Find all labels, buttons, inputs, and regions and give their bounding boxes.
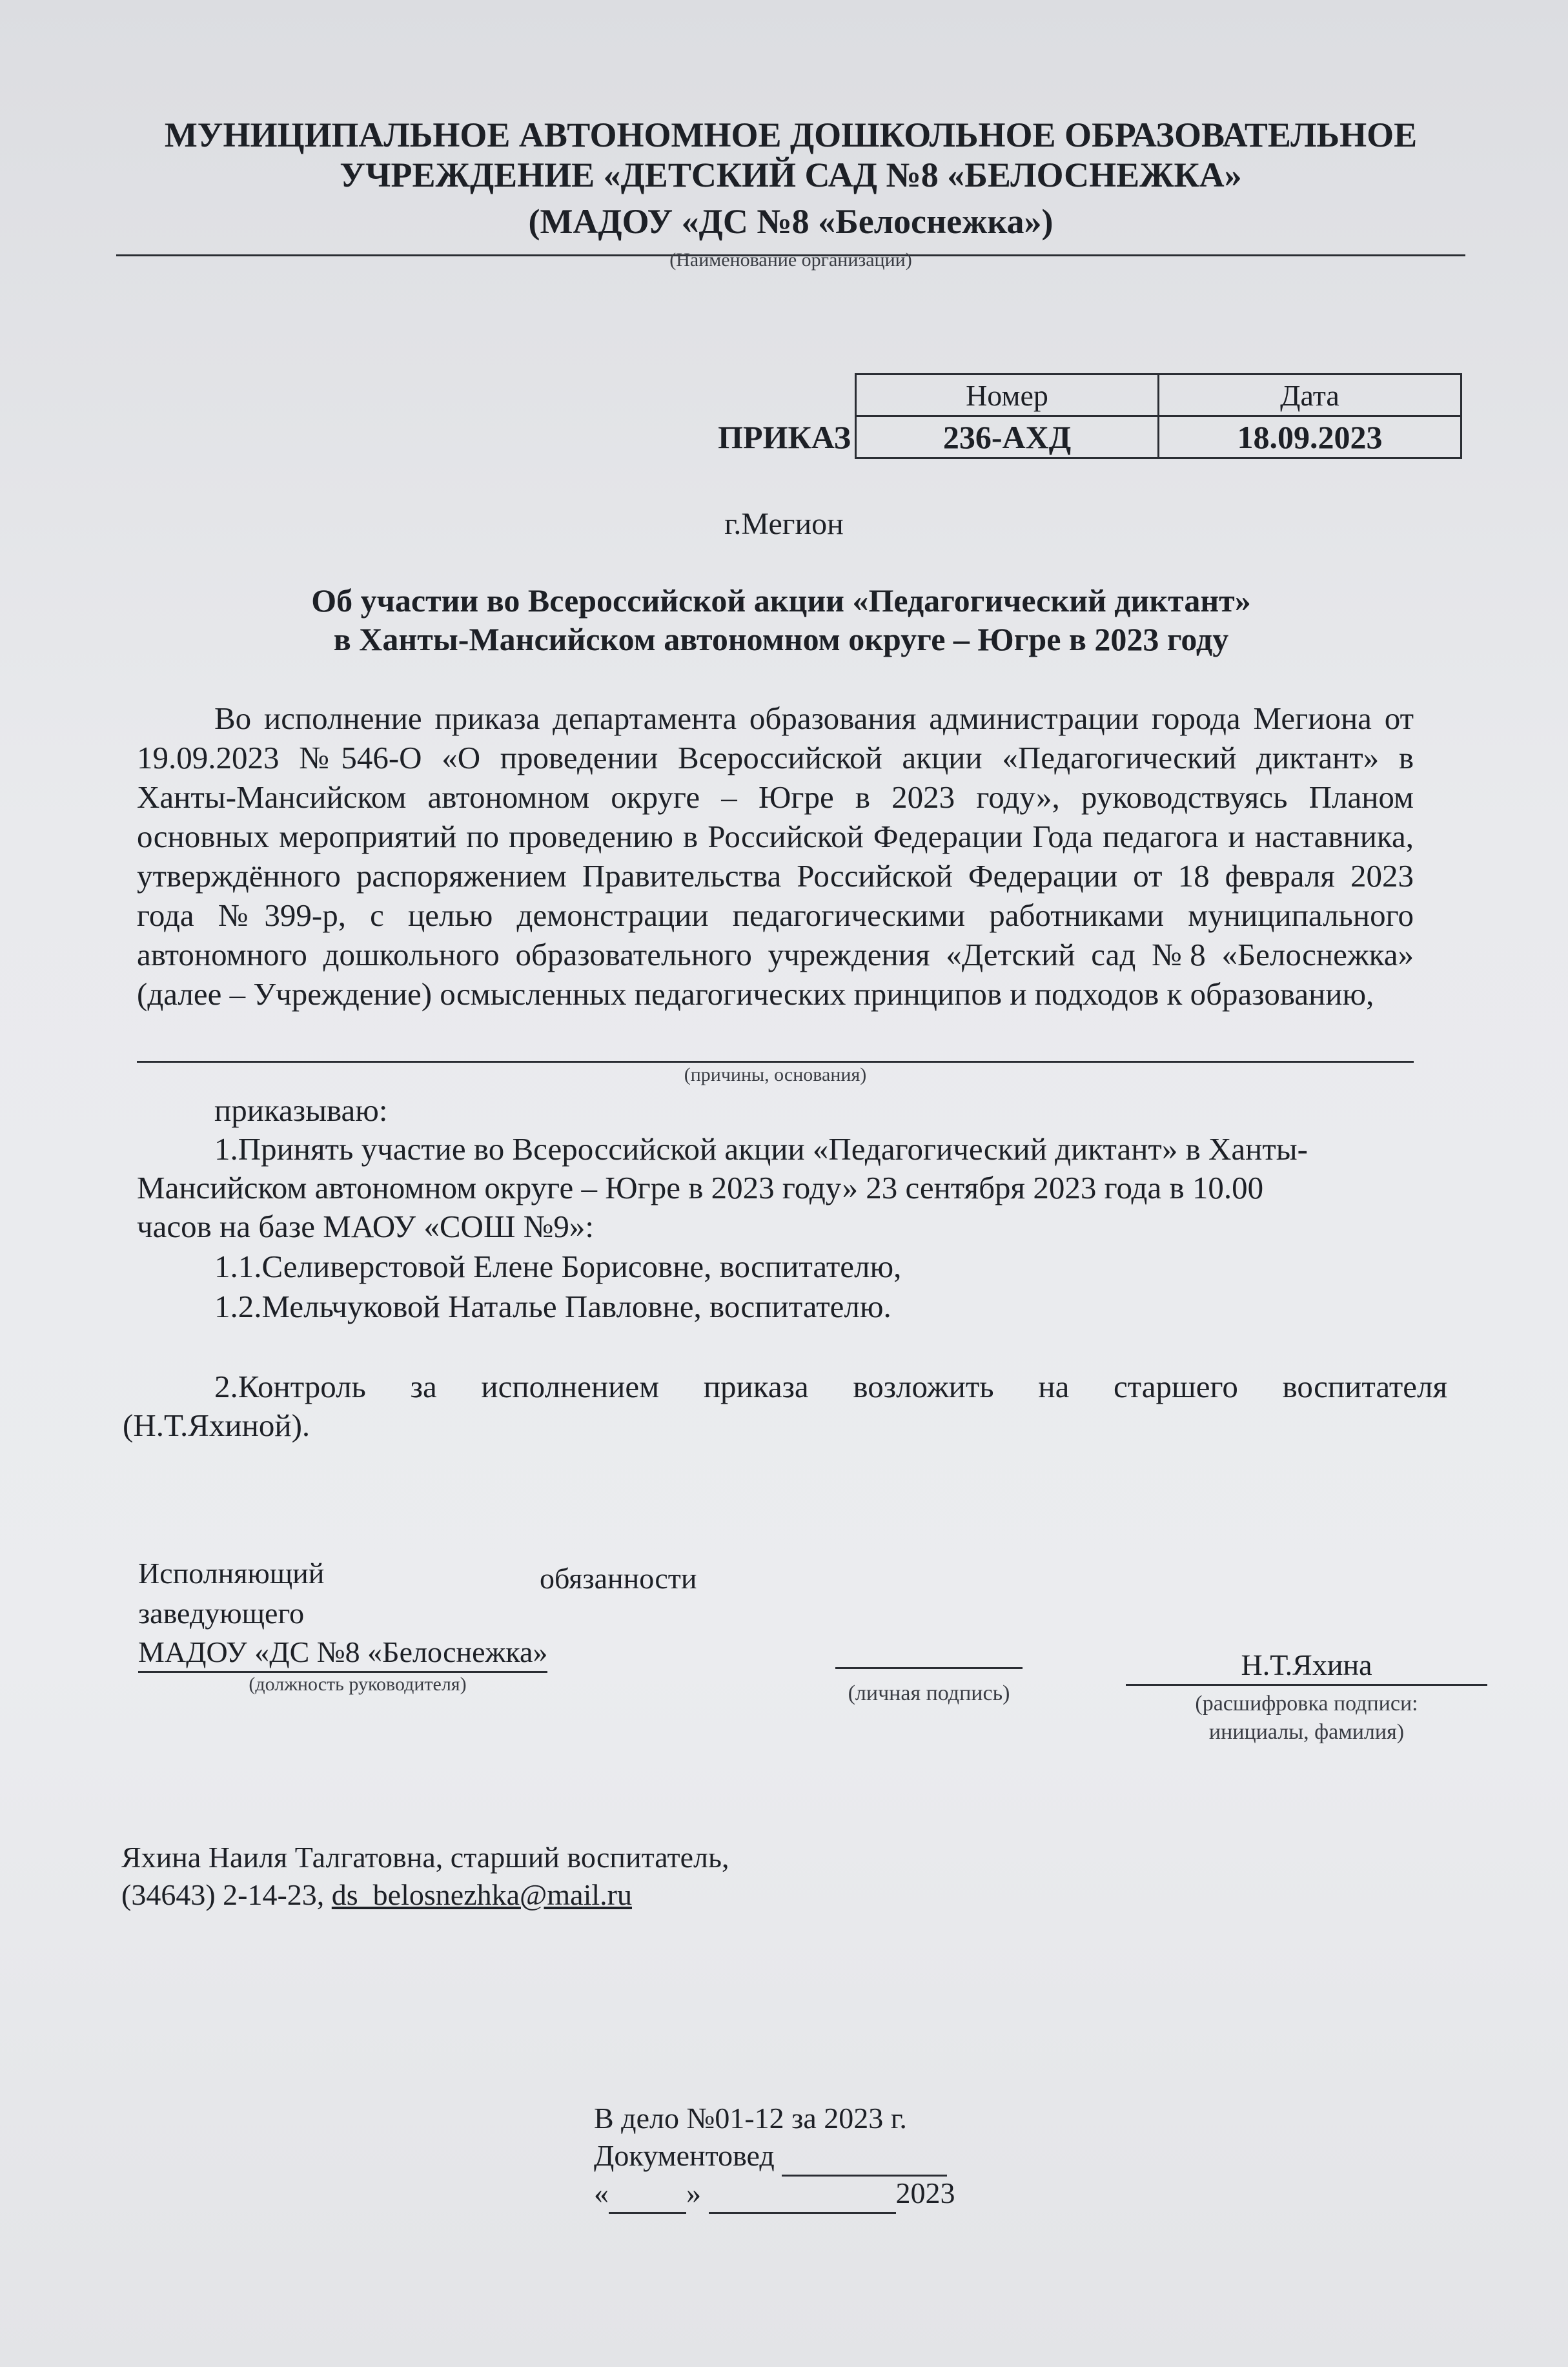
- order-registration-table: [855, 373, 1462, 459]
- item-2-line-2: (Н.Т.Яхиной).: [123, 1408, 311, 1443]
- order-number: 236-АХД: [856, 416, 1159, 458]
- reasons-hint: (причины, основания): [684, 1064, 867, 1085]
- signer-position-line-3: МАДОУ «ДС №8 «Белоснежка»: [138, 1634, 547, 1673]
- filing-clerk-label: Документовед: [594, 2139, 775, 2172]
- order-title-line-1: Об участии во Всероссийской акции «Педагогический диктант»: [311, 582, 1251, 619]
- order-number-header: Номер: [856, 374, 1159, 416]
- directive: приказываю:: [214, 1092, 388, 1128]
- org-name-hint: (Наименование организации): [669, 249, 912, 271]
- order-label: ПРИКАЗ: [718, 419, 851, 455]
- item-1-1: 1.1.Селиверстовой Елене Борисовне, воспитателю,: [214, 1249, 902, 1284]
- city: г.Мегион: [724, 507, 844, 541]
- item-2-line-1: 2.Контроль за исполнением приказа возложить на старшего воспитателя: [214, 1369, 1447, 1404]
- filing-day-blank: [609, 2175, 686, 2214]
- order-date-header: Дата: [1159, 374, 1461, 416]
- filing-clerk-blank: [782, 2137, 947, 2177]
- filing-case: В дело №01-12 за 2023 г.: [594, 2102, 907, 2135]
- contact-email-link[interactable]: ds_belosnezhka@mail.ru: [331, 1878, 632, 1911]
- org-name-line-2: УЧРЕЖДЕНИЕ «ДЕТСКИЙ САД №8 «БЕЛОСНЕЖКА»: [340, 156, 1242, 194]
- filing-clerk: [594, 2137, 947, 2177]
- signer-name-hint-1: (расшифровка подписи:: [1195, 1692, 1418, 1716]
- contact-person: Яхина Наиля Талгатовна, старший воспитатель,: [121, 1841, 729, 1874]
- order-title: [168, 581, 1394, 659]
- contact-phone: (34643) 2-14-23,: [121, 1878, 325, 1911]
- signer-position-line-1: Исполняющий: [138, 1557, 325, 1590]
- position-hint: (должность руководителя): [249, 1674, 467, 1695]
- signature-line: [835, 1667, 1023, 1669]
- item-1-line-1: 1.Принять участие во Всероссийской акции «Педагогический диктант» в Ханты-: [214, 1131, 1308, 1167]
- filing-date: [594, 2175, 955, 2214]
- org-name-line-1: МУНИЦИПАЛЬНОЕ АВТОНОМНОЕ ДОШКОЛЬНОЕ ОБРАЗОВАТЕЛЬНОЕ: [164, 116, 1418, 154]
- filing-quote-close: »: [686, 2177, 701, 2209]
- preamble-paragraph: Во исполнение приказа департамента образования администрации города Мегиона от 19.09.2023 №546-О «О проведении Всероссийской акции «Педагогический диктант» в Ханты-Мансийском автономном округе – Югре в 2023 году», руководствуясь Планом основных мероприятий по проведению в Российской Федерации Года педагога и наставника, утверждённого распоряжением Правительства Российской Федерации от 18 февраля 2023 года №399-р, с целью демонстрации педагогическими работниками муниципального автономного дошкольного образовательного учреждения «Детский сад №8 «Белоснежка» (далее – Учреждение) осмысленных педагогических принципов и подходов к образованию,: [137, 701, 1414, 1012]
- filing-quote-open: «: [594, 2177, 609, 2209]
- item-1-2: 1.2.Мельчуковой Наталье Павловне, воспитателю.: [214, 1289, 891, 1324]
- signer-name: Н.Т.Яхина: [1126, 1646, 1487, 1686]
- item-1-line-3: часов на базе МАОУ «СОШ №9»:: [137, 1209, 594, 1244]
- signature-hint: (личная подпись): [848, 1681, 1010, 1705]
- filing-month-blank: [709, 2175, 896, 2214]
- item-1-line-2: Мансийском автономном округе – Югре в 2023 году» 23 сентября 2023 года в 10.00: [137, 1170, 1264, 1205]
- signer-position-word-2: обязанности: [540, 1562, 697, 1595]
- filing-year: 2023: [895, 2177, 955, 2209]
- order-title-line-2: в Ханты-Мансийском автономном округе – Югре в 2023 году: [333, 621, 1229, 657]
- order-date: 18.09.2023: [1159, 416, 1461, 458]
- org-name-line-3: (МАДОУ «ДС №8 «Белоснежка»): [528, 202, 1054, 241]
- signer-position-line-2: заведующего: [138, 1597, 305, 1630]
- preamble-underline: [137, 1061, 1414, 1063]
- signer-name-hint-2: инициалы, фамилия): [1208, 1720, 1405, 1744]
- contact-line: [121, 1876, 632, 1914]
